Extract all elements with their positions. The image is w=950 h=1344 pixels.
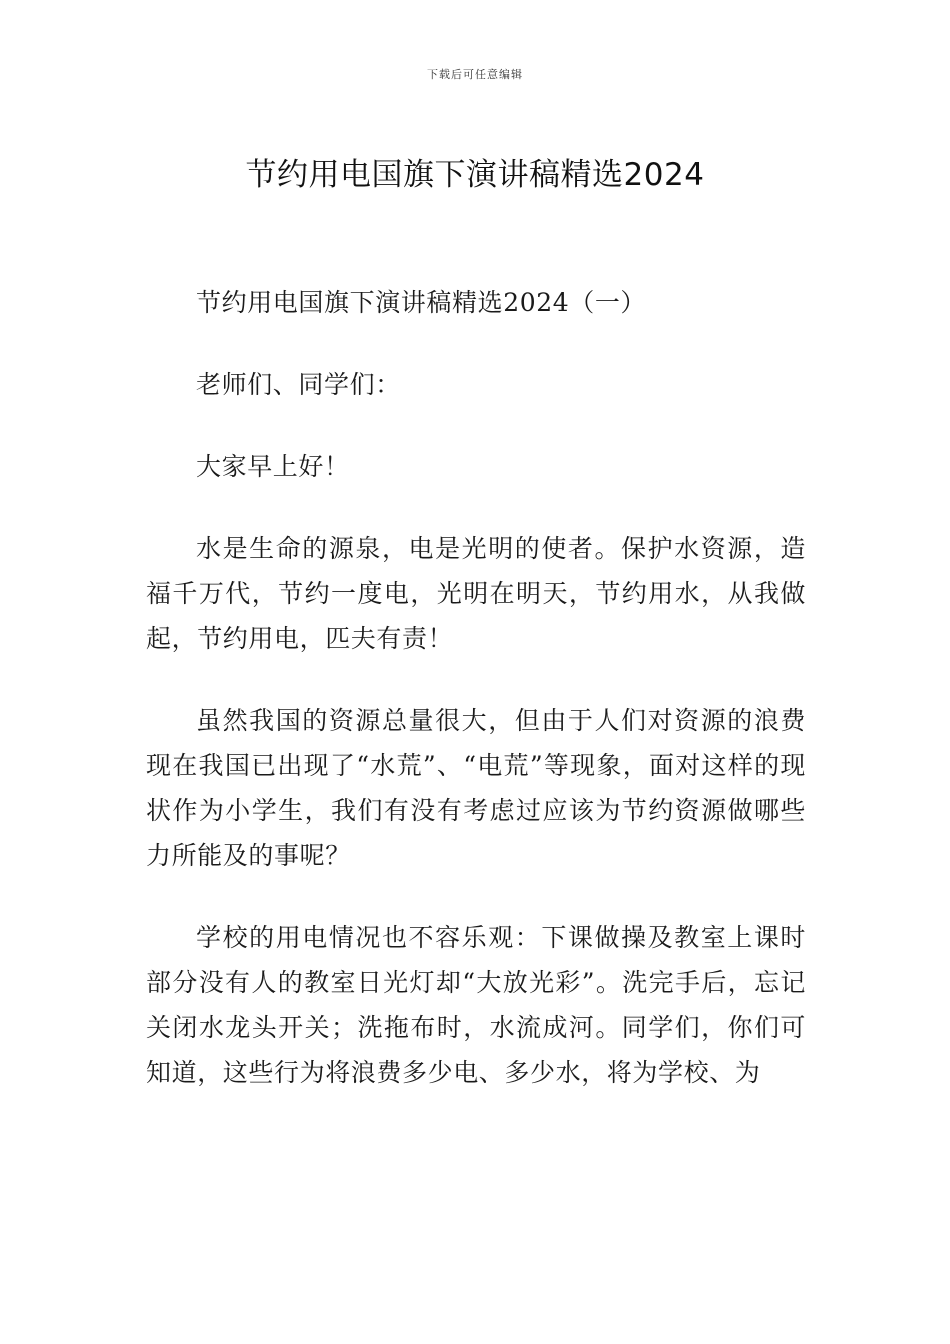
page-header-note: 下载后可任意编辑 — [427, 68, 523, 81]
document-title: 节约用电国旗下演讲稿精选2024 — [245, 156, 705, 193]
body-paragraph: 水是生命的源泉，电是光明的使者。保护水资源，造福千万代，节约一度电，光明在明天，节约用水，从我做起，节约用电，匹夫有责！ — [146, 534, 806, 653]
body-paragraph: 虽然我国的资源总量很大，但由于人们对资源的浪费现在我国已出现了“水荒”、“电荒”等现象，面对这样的现状作为小学生，我们有没有考虑过应该为节约资源做哪些力所能及的事呢？ — [146, 706, 806, 870]
subtitle-paragraph: 节约用电国旗下演讲稿精选2024（一） — [196, 288, 647, 317]
salutation-paragraph: 老师们、同学们： — [196, 370, 401, 399]
body-paragraph: 学校的用电情况也不容乐观：下课做操及教室上课时部分没有人的教室日光灯却“大放光彩”。洗完手后，忘记关闭水龙头开关；洗拖布时，水流成河。同学们，你们可知道，这些行为将浪费多少电、多少水，将为学校、为 — [146, 923, 806, 1087]
document-body — [146, 280, 806, 1132]
greeting-paragraph: 大家早上好！ — [196, 452, 350, 481]
